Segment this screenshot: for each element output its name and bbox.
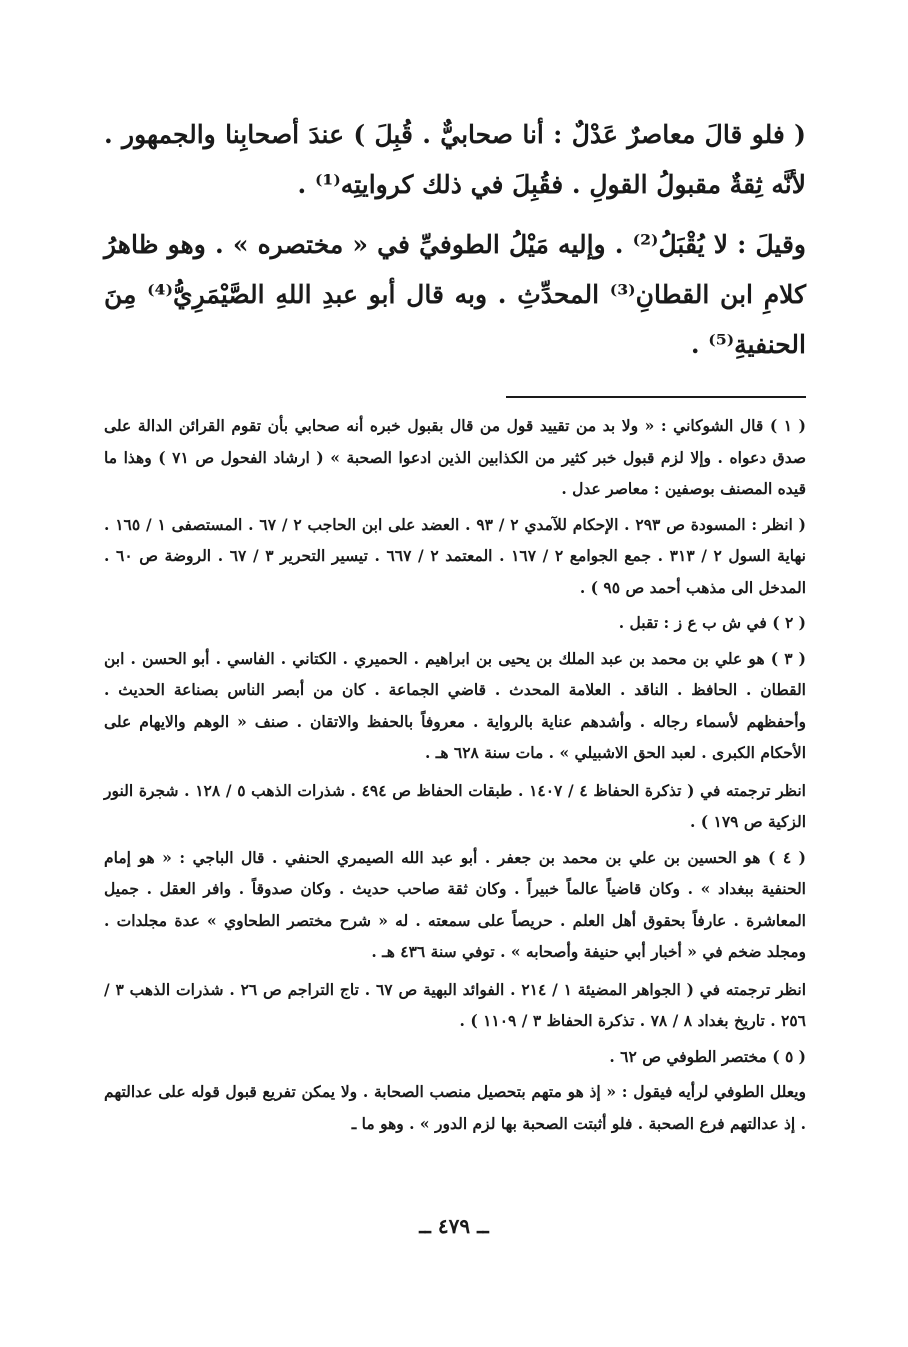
footnote-1-references: ( انظر : المسودة ص ٢٩٣ . الإحكام للآمدي ٢ / ٩٣ . العضد على ابن الحاجب ٢ / ٦٧ . المستصفى ١ / ١٦٥ . نهاية السول ٢ / ٣١٣ . جمع الجوامع ٢ / ١٦٧ . المعتمد ٢ / ٦٦٧ . تيسير التحرير ٣ / ٦٧ . الروضة ص ٦٠ . المدخل الى مذهب أحمد ص ٩٥ ) . <box>104 514 806 597</box>
main-paragraph-1: ( فلو قالَ معاصرٌ عَدْلٌ : أنا صحابيٌّ . قُبِلَ ) عندَ أصحابِنا والجمهور . لأنَّه ثِقةٌ مقبولُ القولِ . فقُبِلَ في ذلك كروايتِه⁽¹⁾ . <box>104 120 806 199</box>
page-body <box>104 110 806 1143</box>
footnote-1: ( ١ ) قال الشوكاني : « ولا بد من تقييد قول من قال بقبول خبره أنه صحابي بأن تقوم القرائن الدالة على صدق دعواه . وإلا لزم قبول خبر كثير من الكذابين الذين ادعوا الصحبة » ( ارشاد الفحول ص ٧١ ) وهذا ما قيده المصنف بوصفين : معاصر عدل . <box>104 416 807 498</box>
footnote-5-continued: ويعلل الطوفي لرأيه فيقول : « إذ هو متهم بتحصيل منصب الصحابة . ولا يمكن تفريع قبول قوله على عدالتهم . إذ عدالتهم فرع الصحبة . فلو أثبتت الصحبة بها لزم الدور » . وهو ما ـ <box>104 1082 806 1133</box>
page-number: ــ ٤٧٩ ــ <box>419 1214 489 1238</box>
footnote-3: ( ٣ ) هو علي بن محمد بن عبد الملك بن يحيى بن ابراهيم . الحميري . الكتاني . الفاسي . أبو الحسن . ابن القطان . الحافظ . الناقد . العلامة المحدث . قاضي الجماعة . كان من أبصر الناس بصناعة الحديث . وأحفظهم لأسماء رجاله . وأشدهم عناية بالرواية . معروفاً بالحفظ والاتقان . صنف « الوهم والايهام على الأحكام الكبرى . لعبد الحق الاشبيلي » . مات سنة ٦٢٨ هـ . <box>104 648 807 762</box>
footnote-5: ( ٥ ) مختصر الطوفي ص ٦٢ . <box>609 1046 806 1066</box>
footnote-3-references: انظر ترجمته في ( تذكرة الحفاظ ٤ / ١٤٠٧ . طبقات الحفاظ ص ٤٩٤ . شذرات الذهب ٥ / ١٢٨ . شجرة النور الزكية ص ١٧٩ ) . <box>104 780 806 831</box>
footnotes <box>104 410 806 1139</box>
main-paragraph-2: وقيلَ : لا يُقْبَلُ⁽²⁾ . وإليه مَيْلُ الطوفيِّ في « مختصره » . وهو ظاهرُ كلامِ ابن القطانِ⁽³⁾ المحدِّثِ . وبه قال أبو عبدِ اللهِ الصَّيْمَرِيُّ⁽⁴⁾ مِنَ الحنفيةِ⁽⁵⁾ . <box>104 230 807 359</box>
footnote-4: ( ٤ ) هو الحسين بن علي بن محمد بن جعفر . أبو عبد الله الصيمري الحنفي . قال الباجي : « هو إمام الحنفية ببغداد » . وكان قاضياً عالماً خبيراً . وكان ثقة صاحب حديث . وكان صدوقاً . وافر العقل . جميل المعاشرة . عارفاً بحقوق أهل العلم . حريصاً على سمعته . له « شرح مختصر الطحاوي » عدة مجلدات . ومجلد ضخم في « أخبار أبي حنيفة وأصحابه » . توفي سنة ٤٣٦ هـ . <box>104 847 807 961</box>
main-text <box>104 110 806 370</box>
footnote-4-references: انظر ترجمته في ( الجواهر المضيئة ١ / ٢١٤ . الفوائد البهية ص ٦٧ . تاج التراجم ص ٢٦ . شذرات الذهب ٣ / ٢٥٦ . تاريخ بغداد ٨ / ٧٨ . تذكرة الحفاظ ٣ / ١١٠٩ ) . <box>104 979 807 1030</box>
footnote-2: ( ٢ ) في ش ب ع ز : تقبل . <box>618 613 806 632</box>
footnote-separator <box>506 396 806 398</box>
